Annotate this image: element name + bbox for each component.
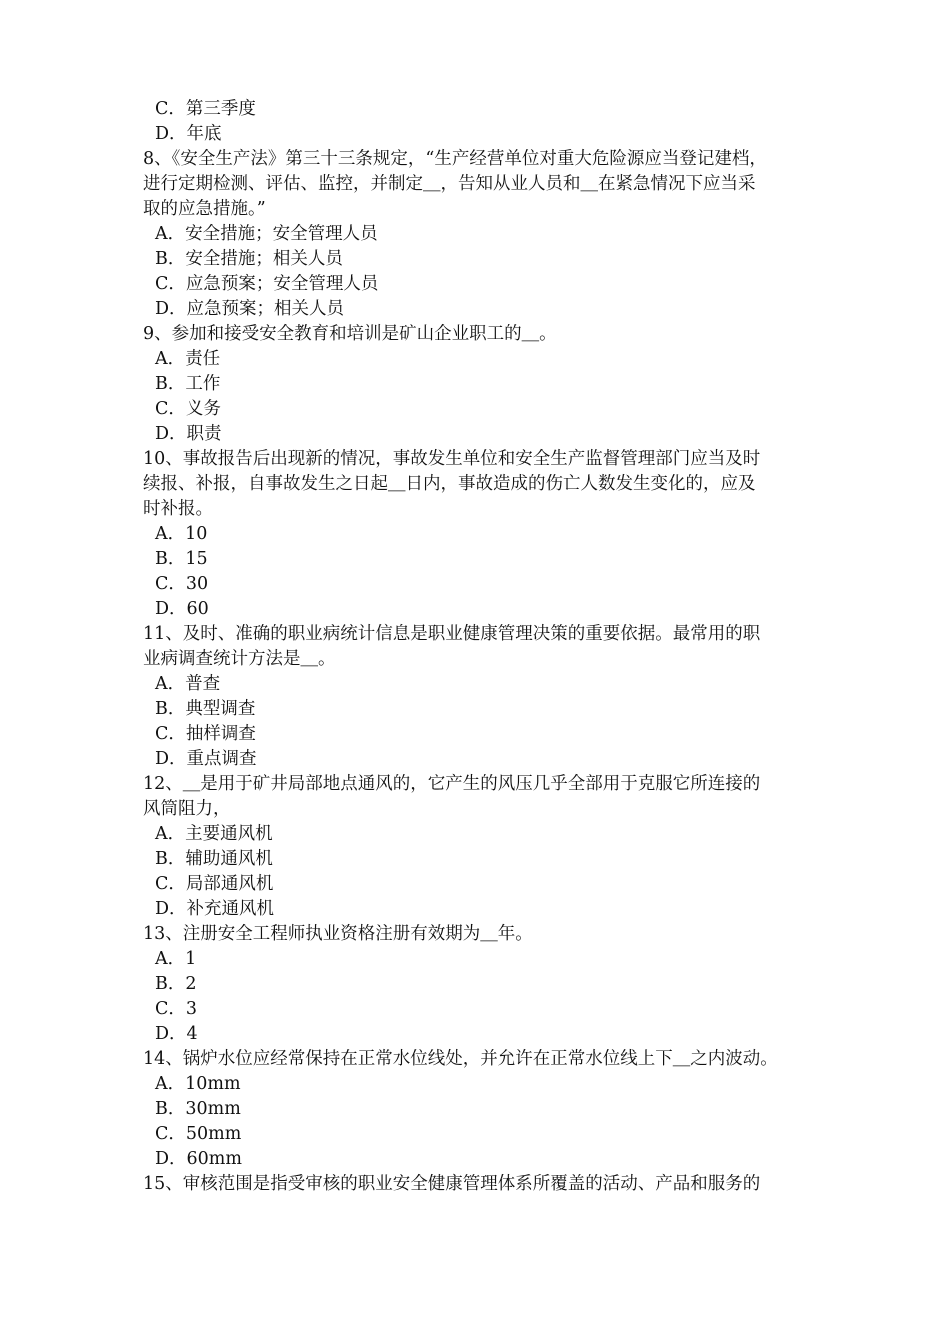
answer-option-line: C．义务 bbox=[155, 399, 221, 419]
answer-option-line: B．安全措施；相关人员 bbox=[155, 249, 343, 269]
question-text-line: 15、审核范围是指受审核的职业安全健康管理体系所覆盖的活动、产品和服务的 bbox=[143, 1174, 761, 1194]
answer-option-line: D．4 bbox=[155, 1024, 198, 1044]
answer-option-line: A．安全措施；安全管理人员 bbox=[155, 224, 378, 244]
answer-option-line: D．职责 bbox=[155, 424, 222, 444]
question-text-line: 12、＿是用于矿井局部地点通风的，它产生的风压几乎全部用于克服它所连接的 bbox=[143, 774, 761, 794]
answer-option-line: B．15 bbox=[155, 549, 208, 569]
answer-option-line: A．10mm bbox=[155, 1074, 241, 1094]
document-page bbox=[143, 97, 815, 1197]
question-text-line: 取的应急措施。” bbox=[143, 199, 266, 219]
answer-option-line: C．应急预案；安全管理人员 bbox=[155, 274, 379, 294]
question-text-line: 13、注册安全工程师执业资格注册有效期为＿年。 bbox=[143, 924, 533, 944]
question-text-line: 10、事故报告后出现新的情况，事故发生单位和安全生产监督管理部门应当及时 bbox=[143, 449, 761, 469]
answer-option-line: C．30 bbox=[155, 574, 209, 594]
question-text-line: 9、参加和接受安全教育和培训是矿山企业职工的＿。 bbox=[143, 324, 557, 344]
question-text-line: 风筒阻力， bbox=[143, 799, 231, 819]
answer-option-line: A．主要通风机 bbox=[155, 824, 273, 844]
question-text-line: 14、锅炉水位应经常保持在正常水位线处，并允许在正常水位线上下＿之内波动。 bbox=[143, 1049, 778, 1069]
answer-option-line: D．年底 bbox=[155, 124, 222, 144]
answer-option-line: A．1 bbox=[155, 949, 197, 969]
answer-option-line: B．辅助通风机 bbox=[155, 849, 273, 869]
answer-option-line: C．局部通风机 bbox=[155, 874, 274, 894]
answer-option-line: A．普查 bbox=[155, 674, 221, 694]
answer-option-line: B．2 bbox=[155, 974, 197, 994]
answer-option-line: C．50mm bbox=[155, 1124, 242, 1144]
question-text-line: 11、及时、准确的职业病统计信息是职业健康管理决策的重要依据。最常用的职 bbox=[143, 624, 761, 644]
question-text-line: 业病调查统计方法是＿。 bbox=[143, 649, 336, 669]
answer-option-line: C．抽样调查 bbox=[155, 724, 256, 744]
answer-option-line: D．60 bbox=[155, 599, 209, 619]
answer-option-line: D．应急预案；相关人员 bbox=[155, 299, 345, 319]
answer-option-line: C．第三季度 bbox=[155, 99, 256, 119]
answer-option-line: A．责任 bbox=[155, 349, 221, 369]
question-text-line: 续报、补报，自事故发生之日起＿日内，事故造成的伤亡人数发生变化的，应及 bbox=[143, 474, 756, 494]
answer-option-line: D．补充通风机 bbox=[155, 899, 275, 919]
question-text-line: 8、《安全生产法》第三十三条规定，“生产经营单位对重大危险源应当登记建档， bbox=[143, 149, 767, 169]
question-text-line: 进行定期检测、评估、监控，并制定＿，告知从业人员和＿在紧急情况下应当采 bbox=[143, 174, 756, 194]
answer-option-line: C．3 bbox=[155, 999, 198, 1019]
answer-option-line: B．30mm bbox=[155, 1099, 241, 1119]
answer-option-line: D．60mm bbox=[155, 1149, 242, 1169]
question-text-line: 时补报。 bbox=[143, 499, 213, 519]
answer-option-line: B．工作 bbox=[155, 374, 221, 394]
answer-option-line: D．重点调查 bbox=[155, 749, 257, 769]
answer-option-line: A．10 bbox=[155, 524, 208, 544]
answer-option-line: B．典型调查 bbox=[155, 699, 256, 719]
